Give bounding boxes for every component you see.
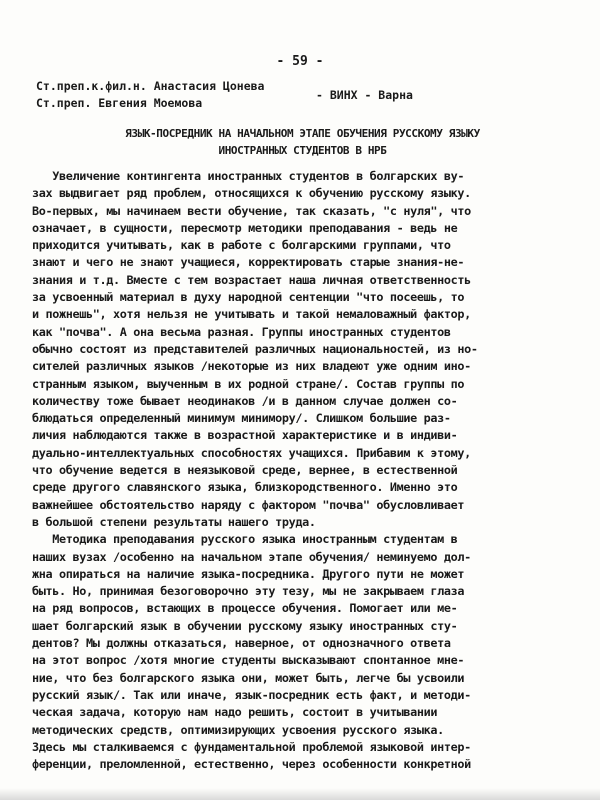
text-line: методических средств, оптимизирующих усвоения русского языка.	[32, 722, 444, 737]
text-line: ние, что без болгарского языка они, может быть, легче бы усвоили	[32, 670, 465, 685]
text-line: как "почва". А она весьма разная. Группы иностранных студентов	[32, 324, 451, 339]
text-line: зах выдвигает ряд проблем, относящихся к обучению русскому языку.	[32, 186, 471, 201]
affiliation: - ВИНХ - Варна	[316, 88, 413, 102]
text-line: в большой степени результаты нашего труда.	[32, 514, 316, 529]
text-line: личия наблюдаются также в возрастной характеристике и в индиви-	[32, 428, 458, 443]
title-line: ЯЗЫК-ПОСРЕДНИК НА НАЧАЛЬНОМ ЭТАПЕ ОБУЧЕНИЯ РУССКОМУ ЯЗЫКУ	[125, 127, 480, 140]
text-line: знания и т.д. Вместе с тем возрастает наша личная ответственность	[32, 272, 471, 287]
text-line: важнейшее обстоятельство наряду с фактором "почва" обусловливает	[32, 497, 465, 512]
scan-edge	[0, 788, 600, 800]
text-line: приходится учитывать, как в работе с болгарскими группами, что	[32, 238, 451, 253]
text-line: дуально-интеллектуальных способностях учащихся. Прибавим к этому,	[32, 445, 471, 460]
text-line: шает болгарский язык в обучении русскому языку иностранных сту-	[32, 618, 458, 633]
page-number: - 59 -	[276, 54, 324, 69]
author-line: Ст.преп. Евгения Моемова	[36, 96, 203, 110]
author-block	[36, 78, 264, 112]
article-title	[40, 125, 565, 159]
text-line: на этот вопрос /хотя многие студенты высказывают спонтанное мне-	[32, 653, 465, 668]
text-line: количеству тоже бывает неодинаков /и в данном случае должен со-	[32, 393, 458, 408]
text-line: ческая задача, которую нам надо решить, состоит в учитывании	[32, 705, 438, 720]
text-line: обычно состоят из представителей различных национальностей, из но-	[32, 341, 478, 356]
text-line: ференции, преломленной, естественно, через особенности конкретной	[32, 757, 471, 772]
text-line: знают и чего не знают учащиеся, корректировать старые знания-не-	[32, 255, 465, 270]
text-line: дентов? Мы должны отказаться, наверное, от однозначного ответа	[32, 636, 451, 651]
title-line: ИНОСТРАННЫХ СТУДЕНТОВ В НРБ	[218, 144, 387, 157]
text-line: за усвоенный материал в духу народной сентенции "что посеешь, то	[32, 290, 465, 305]
text-line: быть. Но, принимая безоговорочно эту тезу, мы не закрываем глаза	[32, 584, 465, 599]
text-line: Во-первых, мы начинаем вести обучение, так сказать, "с нуля", что	[32, 203, 471, 218]
text-line: Увеличение контингента иностранных студентов в болгарских ву-	[32, 169, 465, 183]
text-line: что обучение ведется в неязыковой среде, вернее, в естественной	[32, 463, 458, 478]
author-line: Ст.преп.к.фил.н. Анастасия Цонева	[36, 79, 265, 93]
text-line: Методика преподавания русского языка иностранным студентам в	[32, 532, 458, 547]
body-text	[32, 168, 572, 773]
text-line: жна опираться на наличие языка-посредника. Другого пути не может	[32, 566, 465, 581]
paragraph	[32, 531, 572, 773]
text-line: Здесь мы сталкиваемся с фундаментальной проблемой языковой интер-	[32, 739, 471, 754]
text-line: наших вузах /особенно на начальном этапе обучения/ неминуемо дол-	[32, 549, 471, 564]
text-line: блюдаться определенный минимум минимору/. Слишком большие раз-	[32, 411, 451, 426]
paragraph	[32, 168, 572, 531]
text-line: среде другого славянского языка, близкородственного. Именно это	[32, 480, 458, 495]
text-line: русский язык/. Так или иначе, язык-посредник есть факт, и методи-	[32, 687, 471, 702]
text-line: означает, в сущности, пересмотр методики преподавания - ведь не	[32, 220, 458, 235]
text-line: странным языком, выученным в их родной стране/. Состав группы по	[32, 376, 465, 391]
text-line: сителей различных языков /некоторые из них владеют уже одним ино-	[32, 359, 471, 374]
text-line: и пожнешь", хотя нельзя не учитывать и такой немаловажный фактор,	[32, 307, 471, 322]
text-line: на ряд вопросов, встающих в процессе обучения. Помогает или ме-	[32, 601, 458, 616]
